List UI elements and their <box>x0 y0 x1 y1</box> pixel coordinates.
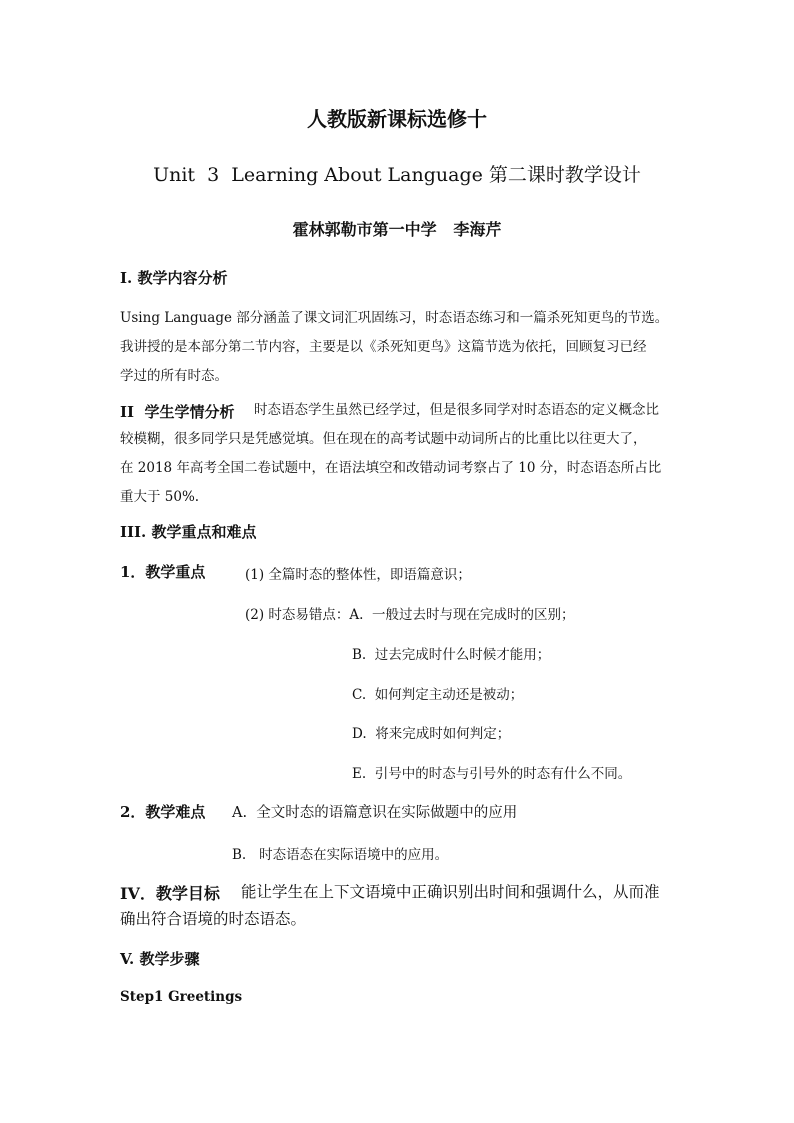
author-line: 霍林郭勒市第一中学 李海芹 <box>292 220 502 239</box>
key-point-2e: E. 引号中的时态与引号外的时态有什么不同。 <box>352 766 632 782</box>
section-3-heading: III. 教学重点和难点 <box>120 523 257 541</box>
section-4-line-2: 确出符合语境的时态语态。 <box>120 910 307 928</box>
unit-title: Unit 3 Learning About Language 第二课时教学设计 <box>153 164 641 186</box>
key-point-1: (1) 全篇时态的整体性，即语篇意识； <box>245 567 471 583</box>
section-2-line-4: 重大于 50%. <box>120 489 200 505</box>
section-4-line-1: 能让学生在上下文语境中正确识别出时间和强调什么，从而准 <box>241 883 660 901</box>
section-1-heading: I. 教学内容分析 <box>120 269 228 287</box>
section-2-line-1: 时态语态学生虽然已经学过，但是很多同学对时态语态的定义概念比 <box>254 402 659 418</box>
key-points-label: 1．教学重点 <box>120 563 206 581</box>
key-point-2: (2) 时态易错点：A. 一般过去时与现在完成时的区别； <box>245 607 575 623</box>
step-1-heading: Step1 Greetings <box>120 989 243 1005</box>
section-2-line-3: 在 2018 年高考全国二卷试题中，在语法填空和改错动词考察占了 10 分，时态语态所占比 <box>120 460 662 476</box>
section-1-line-2: 我讲授的是本部分第二节内容，主要是以《杀死知更鸟》这篇节选为依托，回顾复习已经 <box>120 339 647 355</box>
difficulty-label: 2．教学难点 <box>120 803 206 821</box>
key-point-2d: D. 将来完成时如何判定； <box>352 726 511 742</box>
section-1-line-1: Using Language 部分涵盖了课文词汇巩固练习，时态语态练习和一篇杀死知更鸟的节选。 <box>120 310 669 326</box>
document-title: 人教版新课标选修十 <box>307 107 487 131</box>
section-2-line-2: 较模糊，很多同学只是凭感觉填。但在现在的高考试题中动词所占的比重比以往更大了， <box>120 431 647 447</box>
section-2-heading: II 学生学情分析 <box>120 403 235 421</box>
key-point-2c: C. 如何判定主动还是被动； <box>352 687 524 703</box>
section-4-heading: IV．教学目标 <box>120 884 220 903</box>
difficulty-item-a: A. 全文时态的语篇意识在实际做题中的应用 <box>232 805 518 821</box>
key-point-2b: B. 过去完成时什么时候才能用； <box>352 647 551 663</box>
section-5-heading: V. 教学步骤 <box>120 950 200 968</box>
section-1-line-3: 学过的所有时态。 <box>120 368 228 384</box>
difficulty-item-b: B. 时态语态在实际语境中的应用。 <box>232 847 449 863</box>
